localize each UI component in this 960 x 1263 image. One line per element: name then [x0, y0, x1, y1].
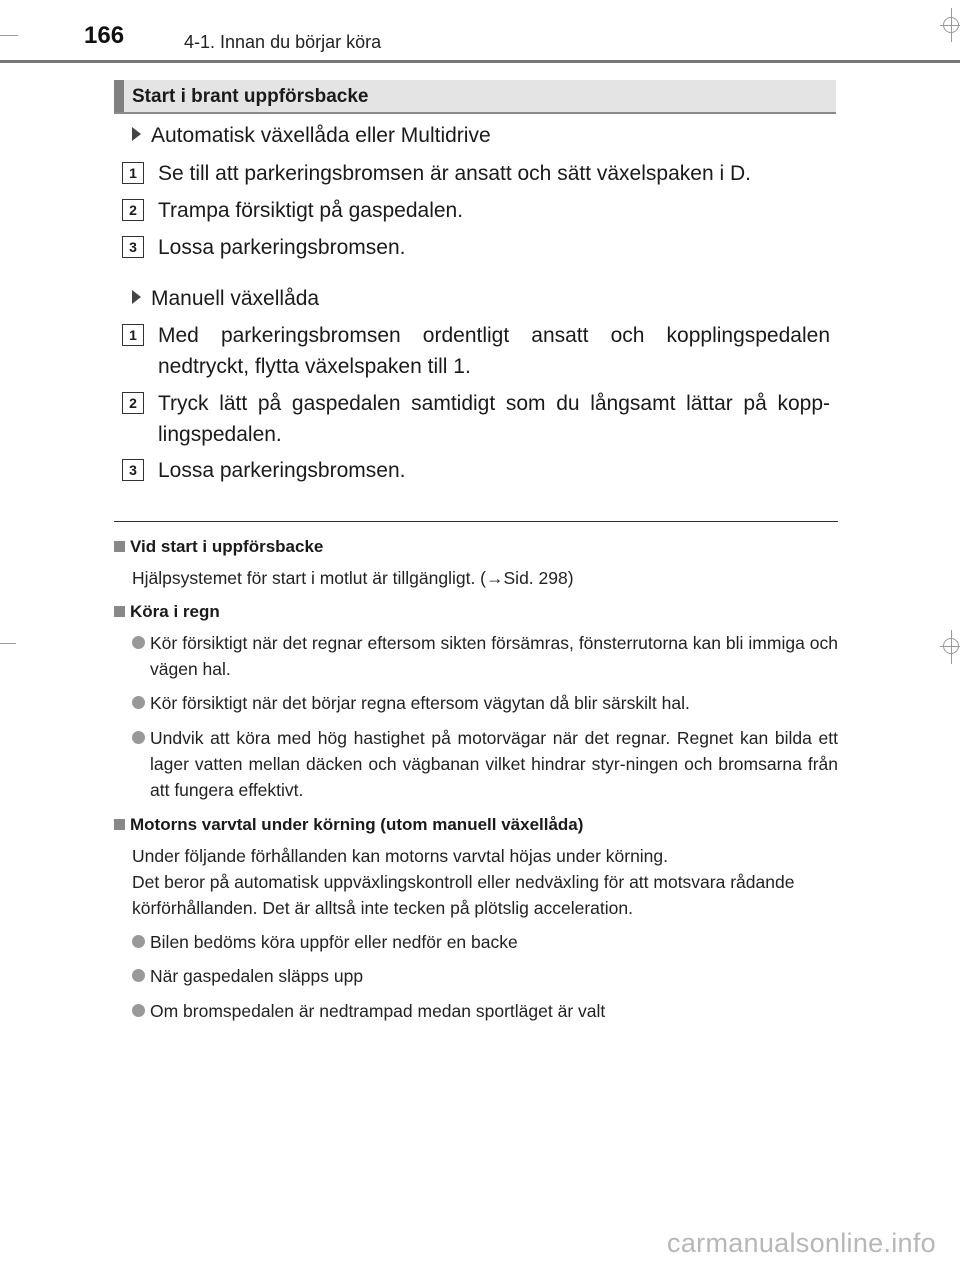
square-bullet-icon [114, 819, 125, 830]
header-rule [0, 60, 960, 63]
section-divider [114, 521, 838, 522]
subhead-manual-text: Manuell växellåda [151, 287, 320, 310]
bullet-text: Kör försiktigt när det regnar eftersom sikten försämras, fönsterrutorna kan bli immiga och vägen hal. [150, 633, 838, 679]
page-number: 166 [84, 22, 125, 49]
bullet-text: Bilen bedöms köra uppför eller nedför en backe [150, 932, 518, 952]
step-text: Tryck lätt på gaspedalen samtidigt som du långsamt lättar på kopp-lingspedalen. [158, 392, 830, 446]
note-heading-text: Vid start i uppförsbacke [130, 537, 324, 556]
note-heading-hill [114, 537, 323, 557]
square-bullet-icon [114, 606, 125, 617]
circle-bullet-icon [132, 636, 145, 649]
bullet-text: Om bromspedalen är nedtrampad medan sportläget är valt [150, 1001, 606, 1021]
circle-bullet-icon [132, 969, 145, 982]
step-number-box: 1 [122, 324, 144, 346]
watermark: carmanualsonline.info [667, 1228, 936, 1258]
step-number-box: 2 [122, 392, 144, 414]
step-number-box: 3 [122, 236, 144, 258]
bullet-text: Undvik att köra med hög hastighet på motorvägar när det regnar. Regnet kan bilda ett lager vatten mellan däcken och vägbanan vilket hindrar styr-ningen och bromsarna från att fungera effektivt. [150, 728, 838, 800]
note-heading-text: Motorns varvtal under körning (utom manuell växellåda) [130, 815, 584, 834]
subhead-automatic-text: Automatisk växellåda eller Multidrive [151, 124, 491, 147]
subhead-automatic [132, 124, 491, 148]
note-heading-rpm [114, 815, 583, 835]
crop-mark-top-left [0, 35, 18, 36]
step-text: Lossa parkeringsbromsen. [158, 236, 406, 259]
step-number-box: 3 [122, 459, 144, 481]
section-heading-bar [114, 80, 124, 112]
note-heading-rain [114, 602, 220, 622]
registration-mark-mid [943, 638, 959, 654]
triangle-bullet-icon [132, 127, 141, 141]
step-text: Med parkeringsbromsen ordentligt ansatt och kopplingspedalen nedtryckt, flytta växelspaken till 1. [158, 324, 830, 378]
chapter-title: 4-1. Innan du börjar köra [184, 32, 382, 52]
bullet-text: När gaspedalen släpps upp [150, 966, 364, 986]
registration-mark-top [943, 17, 959, 33]
step-number-box: 2 [122, 199, 144, 221]
note-text-rpm-2: Det beror på automatisk uppväxlingskontroll eller nedväxling för att motsvara rådande körförhållanden. Det är alltså inte tecken på plötslig acceleration. [132, 872, 795, 918]
square-bullet-icon [114, 541, 125, 552]
step-number-box: 1 [122, 162, 144, 184]
subhead-manual [132, 287, 319, 311]
crop-mark-mid-left [0, 643, 16, 644]
note-text-hill: Hjälpsystemet för start i motlut är tillgängligt. (→Sid. 298) [132, 568, 574, 588]
page-header [0, 0, 960, 64]
step-text: Se till att parkeringsbromsen är ansatt och sätt växelspaken i D. [158, 162, 751, 185]
bullet-text: Kör försiktigt när det börjar regna eftersom vägytan då blir särskilt hal. [150, 693, 690, 713]
note-heading-text: Köra i regn [130, 602, 220, 621]
step-text: Lossa parkeringsbromsen. [158, 459, 406, 482]
step-text: Trampa försiktigt på gaspedalen. [158, 199, 464, 222]
section-heading [114, 80, 836, 114]
circle-bullet-icon [132, 935, 145, 948]
circle-bullet-icon [132, 696, 145, 709]
section-heading-text: Start i brant uppförsbacke [132, 86, 369, 107]
triangle-bullet-icon [132, 290, 141, 304]
note-text-rpm-1: Under följande förhållanden kan motorns varvtal höjas under körning. [132, 846, 669, 866]
circle-bullet-icon [132, 731, 145, 744]
circle-bullet-icon [132, 1004, 145, 1017]
